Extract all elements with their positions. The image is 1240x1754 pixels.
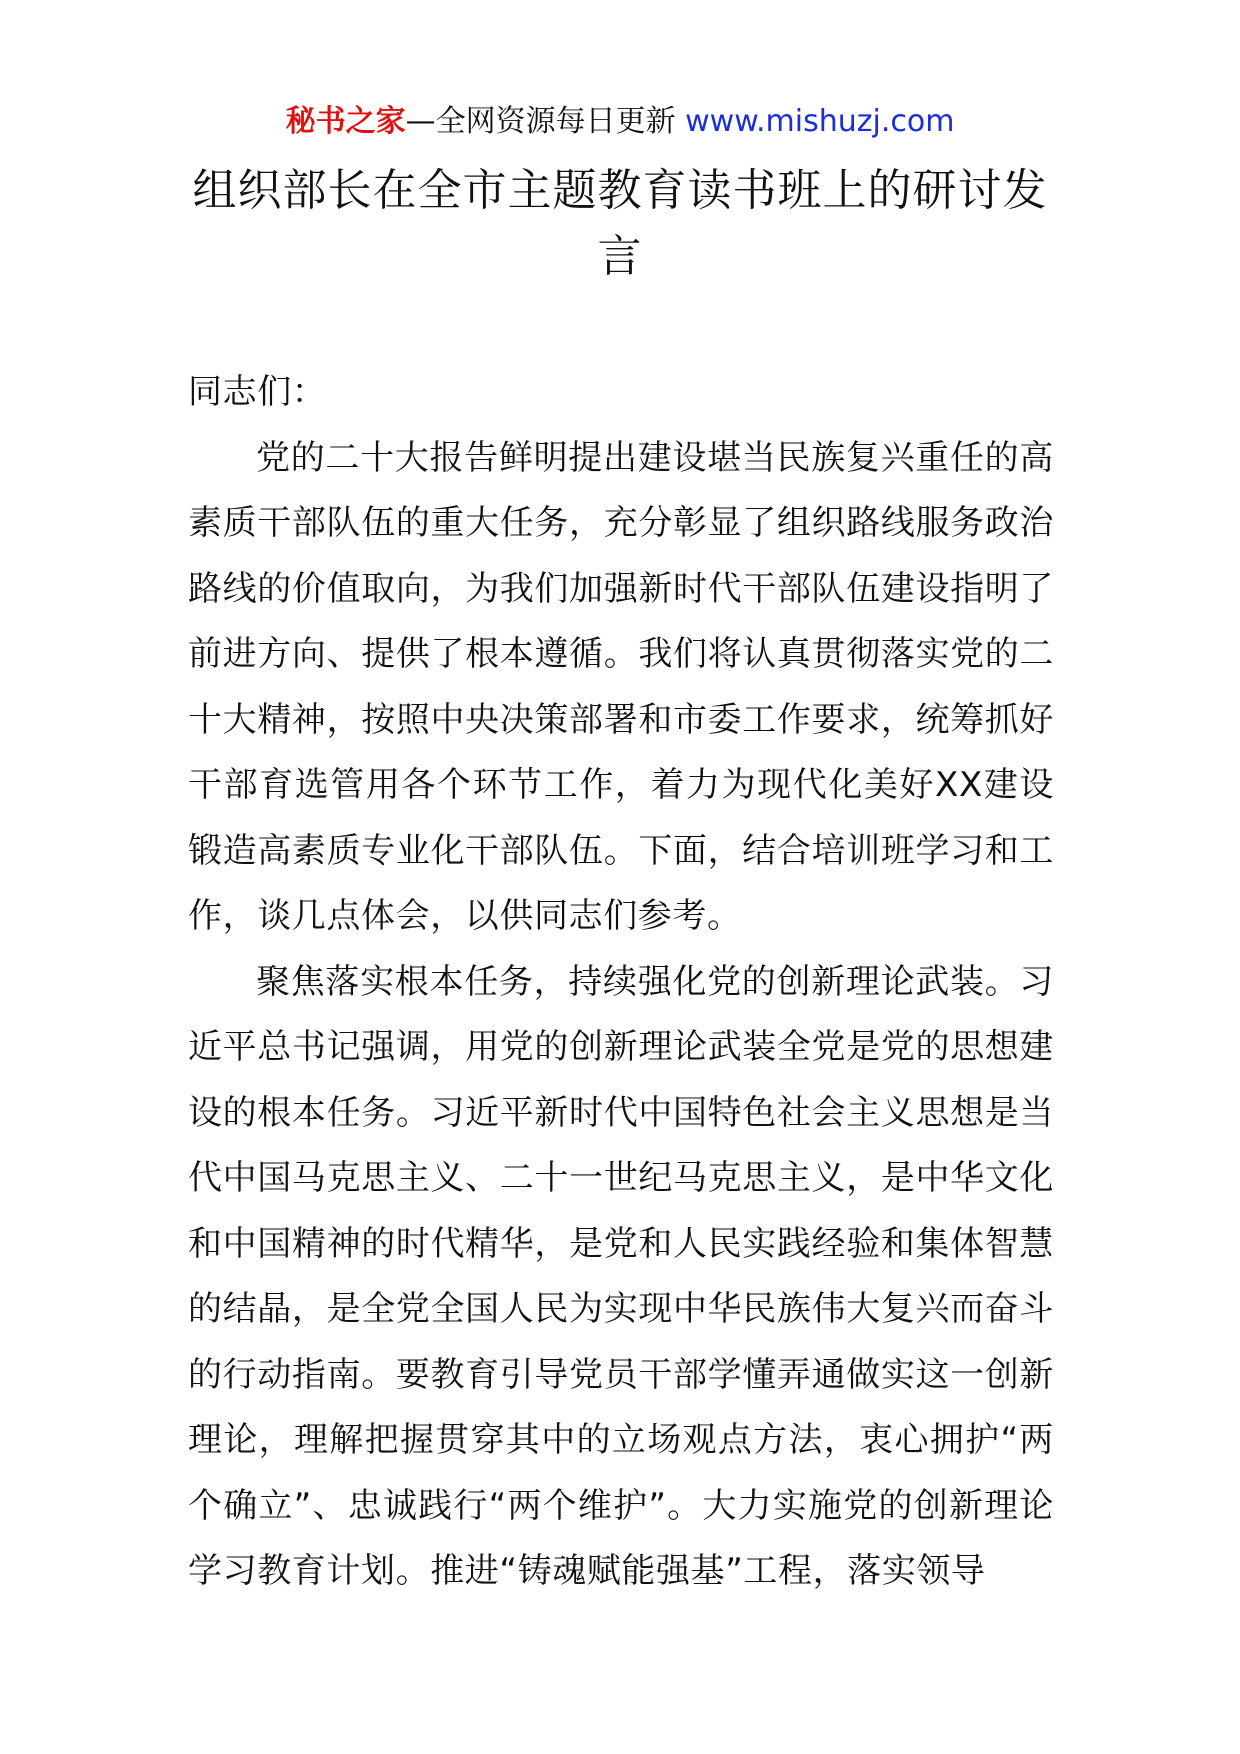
body-paragraph-1: 党的二十大报告鲜明提出建设堪当民族复兴重任的高素质干部队伍的重大任务，充分彰显了组织路线服务政治路线的价值取向，为我们加强新时代干部队伍建设指明了前进方向、提供了根本遵循。我们将认真贯彻落实党的二十大精神，按照中央决策部署和市委工作要求，统筹抓好干部育选管用各个环节工作，着力为现代化美好XX建设锻造高素质专业化干部队伍。下面，结合培训班学习和工作，谈几点体会，以供同志们参考。 <box>188 437 1054 936</box>
document-body <box>188 360 1054 1605</box>
body-paragraph-2: 聚焦落实根本任务，持续强化党的创新理论武装。习近平总书记强调，用党的创新理论武装全党是党的思想建设的根本任务。习近平新时代中国特色社会主义思想是当代中国马克思主义、二十一世纪马克思主义，是中华文化和中国精神的时代精华，是党和人民实践经验和集体智慧的结晶，是全党全国人民为实现中华民族伟大复兴而奋斗的行动指南。要教育引导党员干部学懂弄通做实这一创新理论，理解把握贯穿其中的立场观点方法，衷心拥护“两个确立”、忠诚践行“两个维护”。大力实施党的创新理论学习教育计划。推进“铸魂赋能强基”工程，落实领导 <box>188 961 1054 1591</box>
site-header <box>0 100 1240 144</box>
salutation: 同志们： <box>188 372 327 412</box>
brand-name: 秘书之家 <box>285 104 406 139</box>
header-tagline: —全网资源每日更新 <box>405 104 686 139</box>
site-url-link[interactable]: www.mishuzj.com <box>685 104 955 139</box>
document-title: 组织部长在全市主题教育读书班上的研讨发言 <box>192 165 1048 282</box>
